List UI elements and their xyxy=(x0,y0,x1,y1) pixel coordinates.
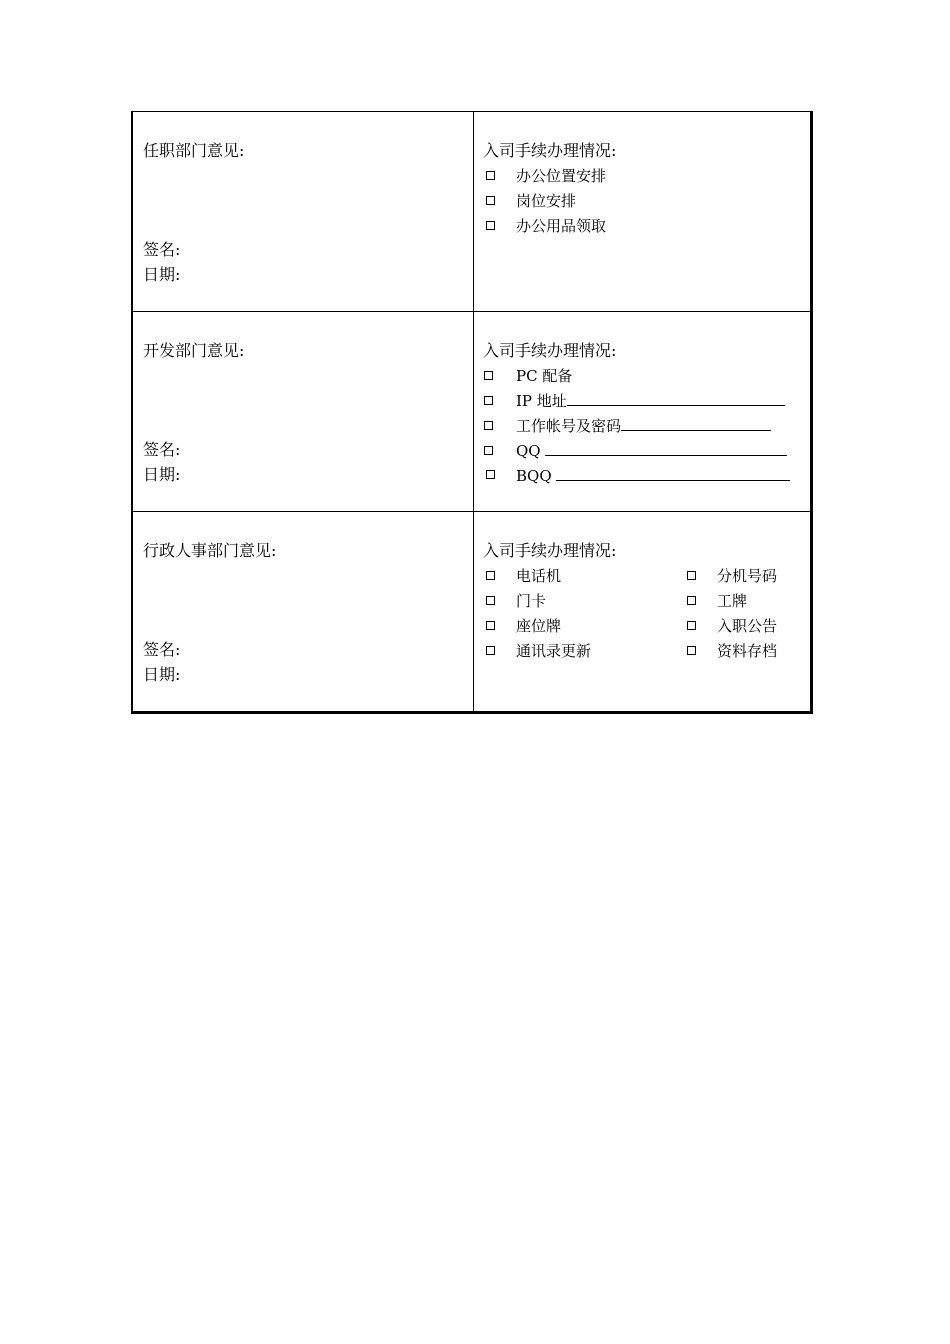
ip-fill-line[interactable] xyxy=(567,391,785,406)
procedure-title: 入司手续办理情况: xyxy=(483,341,617,360)
item-bqq-row xyxy=(516,466,790,486)
item-directory-update: 通讯录更新 xyxy=(516,642,592,660)
item-pc: PC 配备 xyxy=(516,367,573,385)
checkbox-work-account[interactable] xyxy=(484,421,493,430)
item-records-archive: 资料存档 xyxy=(717,642,778,660)
item-work-account-row xyxy=(516,416,771,436)
work-account-fill-line[interactable] xyxy=(621,416,771,431)
item-office-supplies: 办公用品领取 xyxy=(516,217,607,235)
checkbox-office-seat[interactable] xyxy=(486,171,495,180)
checkbox-seat-plate[interactable] xyxy=(486,621,495,630)
checkbox-telephone[interactable] xyxy=(486,571,495,580)
qq-fill-line[interactable] xyxy=(545,441,787,456)
item-ip: IP 地址 xyxy=(516,392,567,410)
checkbox-badge[interactable] xyxy=(687,596,696,605)
procedure-title: 入司手续办理情况: xyxy=(483,541,617,560)
column-divider xyxy=(473,112,474,711)
signature-label: 签名: xyxy=(143,240,181,259)
date-label: 日期: xyxy=(143,265,181,284)
onboarding-approval-form xyxy=(131,111,813,714)
item-door-card: 门卡 xyxy=(516,592,547,610)
item-office-seat: 办公位置安排 xyxy=(516,167,607,185)
item-work-account: 工作帐号及密码 xyxy=(516,417,622,435)
signature-label: 签名: xyxy=(143,640,181,659)
row-divider-2 xyxy=(133,511,810,512)
date-label: 日期: xyxy=(143,465,181,484)
checkbox-position[interactable] xyxy=(486,196,495,205)
item-seat-plate: 座位牌 xyxy=(516,617,562,635)
item-badge: 工牌 xyxy=(717,592,748,610)
checkbox-records-archive[interactable] xyxy=(687,646,696,655)
checkbox-directory-update[interactable] xyxy=(486,646,495,655)
item-qq: QQ xyxy=(516,442,541,460)
checkbox-onboarding-notice[interactable] xyxy=(687,621,696,630)
signature-label: 签名: xyxy=(143,440,181,459)
date-label: 日期: xyxy=(143,665,181,684)
item-bqq: BQQ xyxy=(516,467,552,485)
item-onboarding-notice: 入职公告 xyxy=(717,617,778,635)
item-ip-row xyxy=(516,391,785,411)
checkbox-pc[interactable] xyxy=(484,371,493,380)
checkbox-extension-number[interactable] xyxy=(687,571,696,580)
procedure-title: 入司手续办理情况: xyxy=(483,141,617,160)
checkbox-ip[interactable] xyxy=(484,396,493,405)
item-position: 岗位安排 xyxy=(516,192,577,210)
item-extension-number: 分机号码 xyxy=(717,567,778,585)
row-divider-1 xyxy=(133,311,810,312)
checkbox-bqq[interactable] xyxy=(486,470,495,479)
bqq-fill-line[interactable] xyxy=(556,466,790,481)
checkbox-qq[interactable] xyxy=(484,446,493,455)
assigned-dept-opinion-label: 任职部门意见: xyxy=(143,141,245,160)
dev-dept-opinion-label: 开发部门意见: xyxy=(143,341,245,360)
admin-hr-dept-opinion-label: 行政人事部门意见: xyxy=(143,541,277,560)
item-qq-row xyxy=(516,441,787,461)
checkbox-door-card[interactable] xyxy=(486,596,495,605)
checkbox-office-supplies[interactable] xyxy=(486,221,495,230)
item-telephone: 电话机 xyxy=(516,567,562,585)
